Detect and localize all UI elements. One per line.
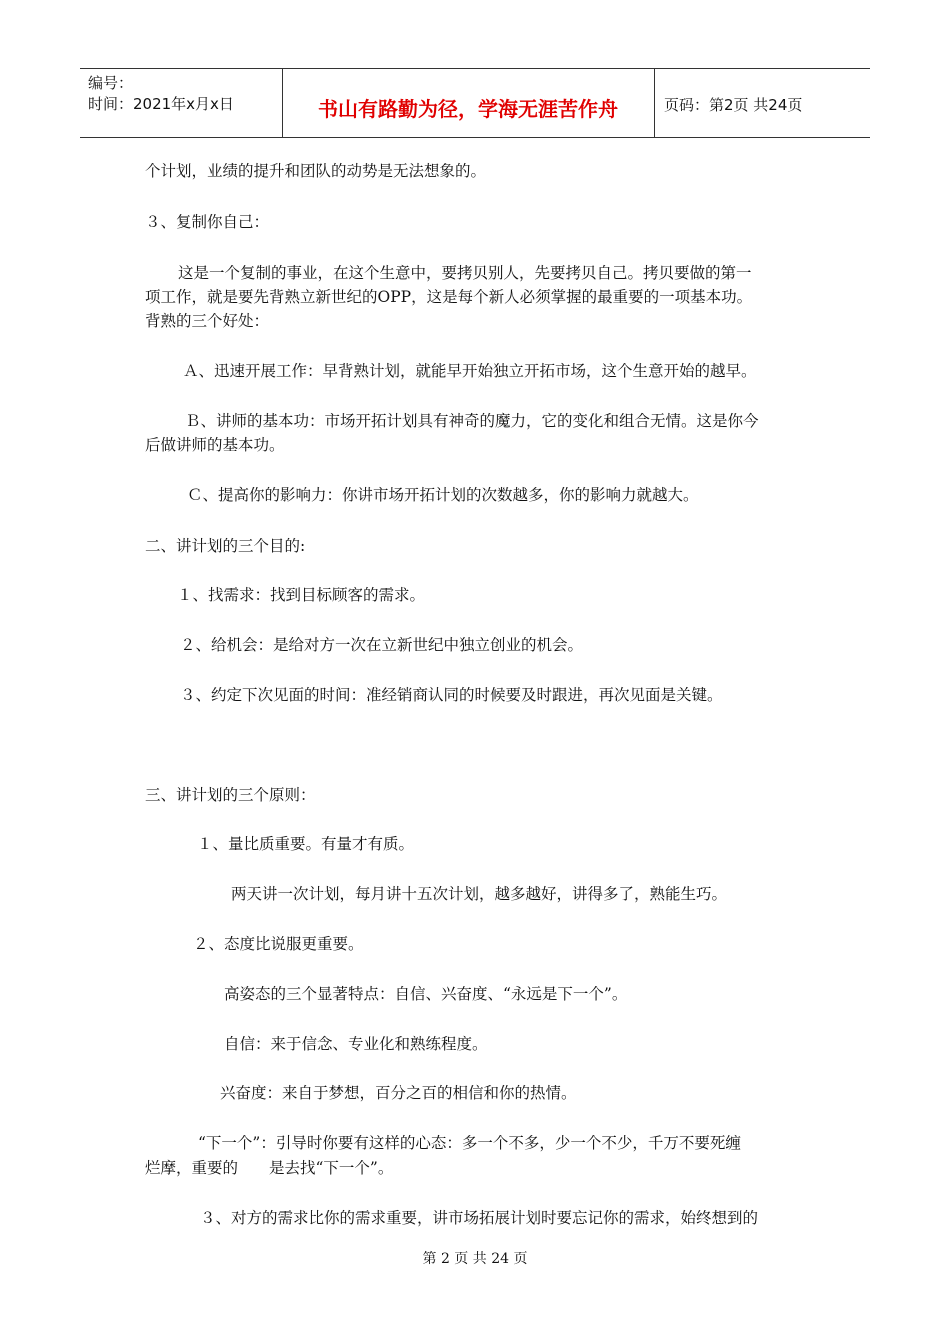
list-item: ２、给机会：是给对方一次在立新世纪中独立创业的机会。	[180, 636, 584, 654]
header-number-label: 编号：	[88, 74, 134, 92]
list-item: ２、态度比说服更重要。	[193, 935, 364, 953]
list-item: ３、对方的需求比你的需求重要，讲市场拓展计划时要忘记你的需求，始终想到的	[200, 1209, 759, 1227]
page-footer: 第 2 页 共 24 页	[422, 1251, 528, 1267]
body-line: “下一个”：引导时你要有这样的心态：多一个不多，少一个不少，千万不要死缠	[198, 1134, 741, 1152]
section-heading: ３、复制你自己：	[145, 213, 270, 231]
header-time-label: 时间：2021年x月x日	[88, 95, 234, 113]
body-line: 高姿态的三个显著特点：自信、兴奋度、“永远是下一个”。	[224, 985, 628, 1003]
header-slogan-cell	[282, 69, 655, 137]
header-page-label: 页码：第2页 共24页	[664, 96, 803, 114]
body-line: 兴奋度：来自于梦想，百分之百的相信和你的热情。	[220, 1084, 577, 1102]
body-line: 后做讲师的基本功。	[145, 436, 285, 454]
page-header	[80, 68, 870, 138]
header-page-cell	[654, 69, 870, 137]
body-line: 两天讲一次计划，每月讲十五次计划，越多越好，讲得多了，熟能生巧。	[231, 885, 728, 903]
body-line: 项工作，就是要先背熟立新世纪的OPP，这是每个新人必须掌握的最重要的一项基本功。	[145, 288, 753, 306]
body-line: 自信：来于信念、专业化和熟练程度。	[224, 1035, 488, 1053]
header-slogan: 书山有路勤为径，学海无涯苦作舟	[318, 97, 618, 121]
body-line: Ｂ、讲师的基本功：市场开拓计划具有神奇的魔力，它的变化和组合无情。这是你今	[185, 412, 759, 430]
list-item: ３、约定下次见面的时间：准经销商认同的时候要及时跟进，再次见面是关键。	[180, 686, 723, 704]
list-item: １、找需求：找到目标顾客的需求。	[177, 586, 426, 604]
body-line: 背熟的三个好处：	[145, 312, 270, 330]
body-line: Ｃ、提高你的影响力：你讲市场开拓计划的次数越多，你的影响力就越大。	[187, 486, 699, 504]
list-item: １、量比质重要。有量才有质。	[197, 835, 415, 853]
body-line: Ａ、迅速开展工作：早背熟计划，就能早开始独立开拓市场，这个生意开始的越早。	[183, 362, 757, 380]
body-line: 个计划，业绩的提升和团队的动势是无法想象的。	[145, 162, 487, 180]
body-line: 烂摩，重要的 是去找“下一个”。	[145, 1159, 394, 1177]
body-line: 这是一个复制的事业，在这个生意中，要拷贝别人，先要拷贝自己。拷贝要做的第一	[178, 264, 752, 282]
section-heading: 二、讲计划的三个目的:	[145, 537, 306, 555]
section-heading: 三、讲计划的三个原则：	[145, 786, 316, 804]
header-meta-cell	[80, 69, 283, 137]
